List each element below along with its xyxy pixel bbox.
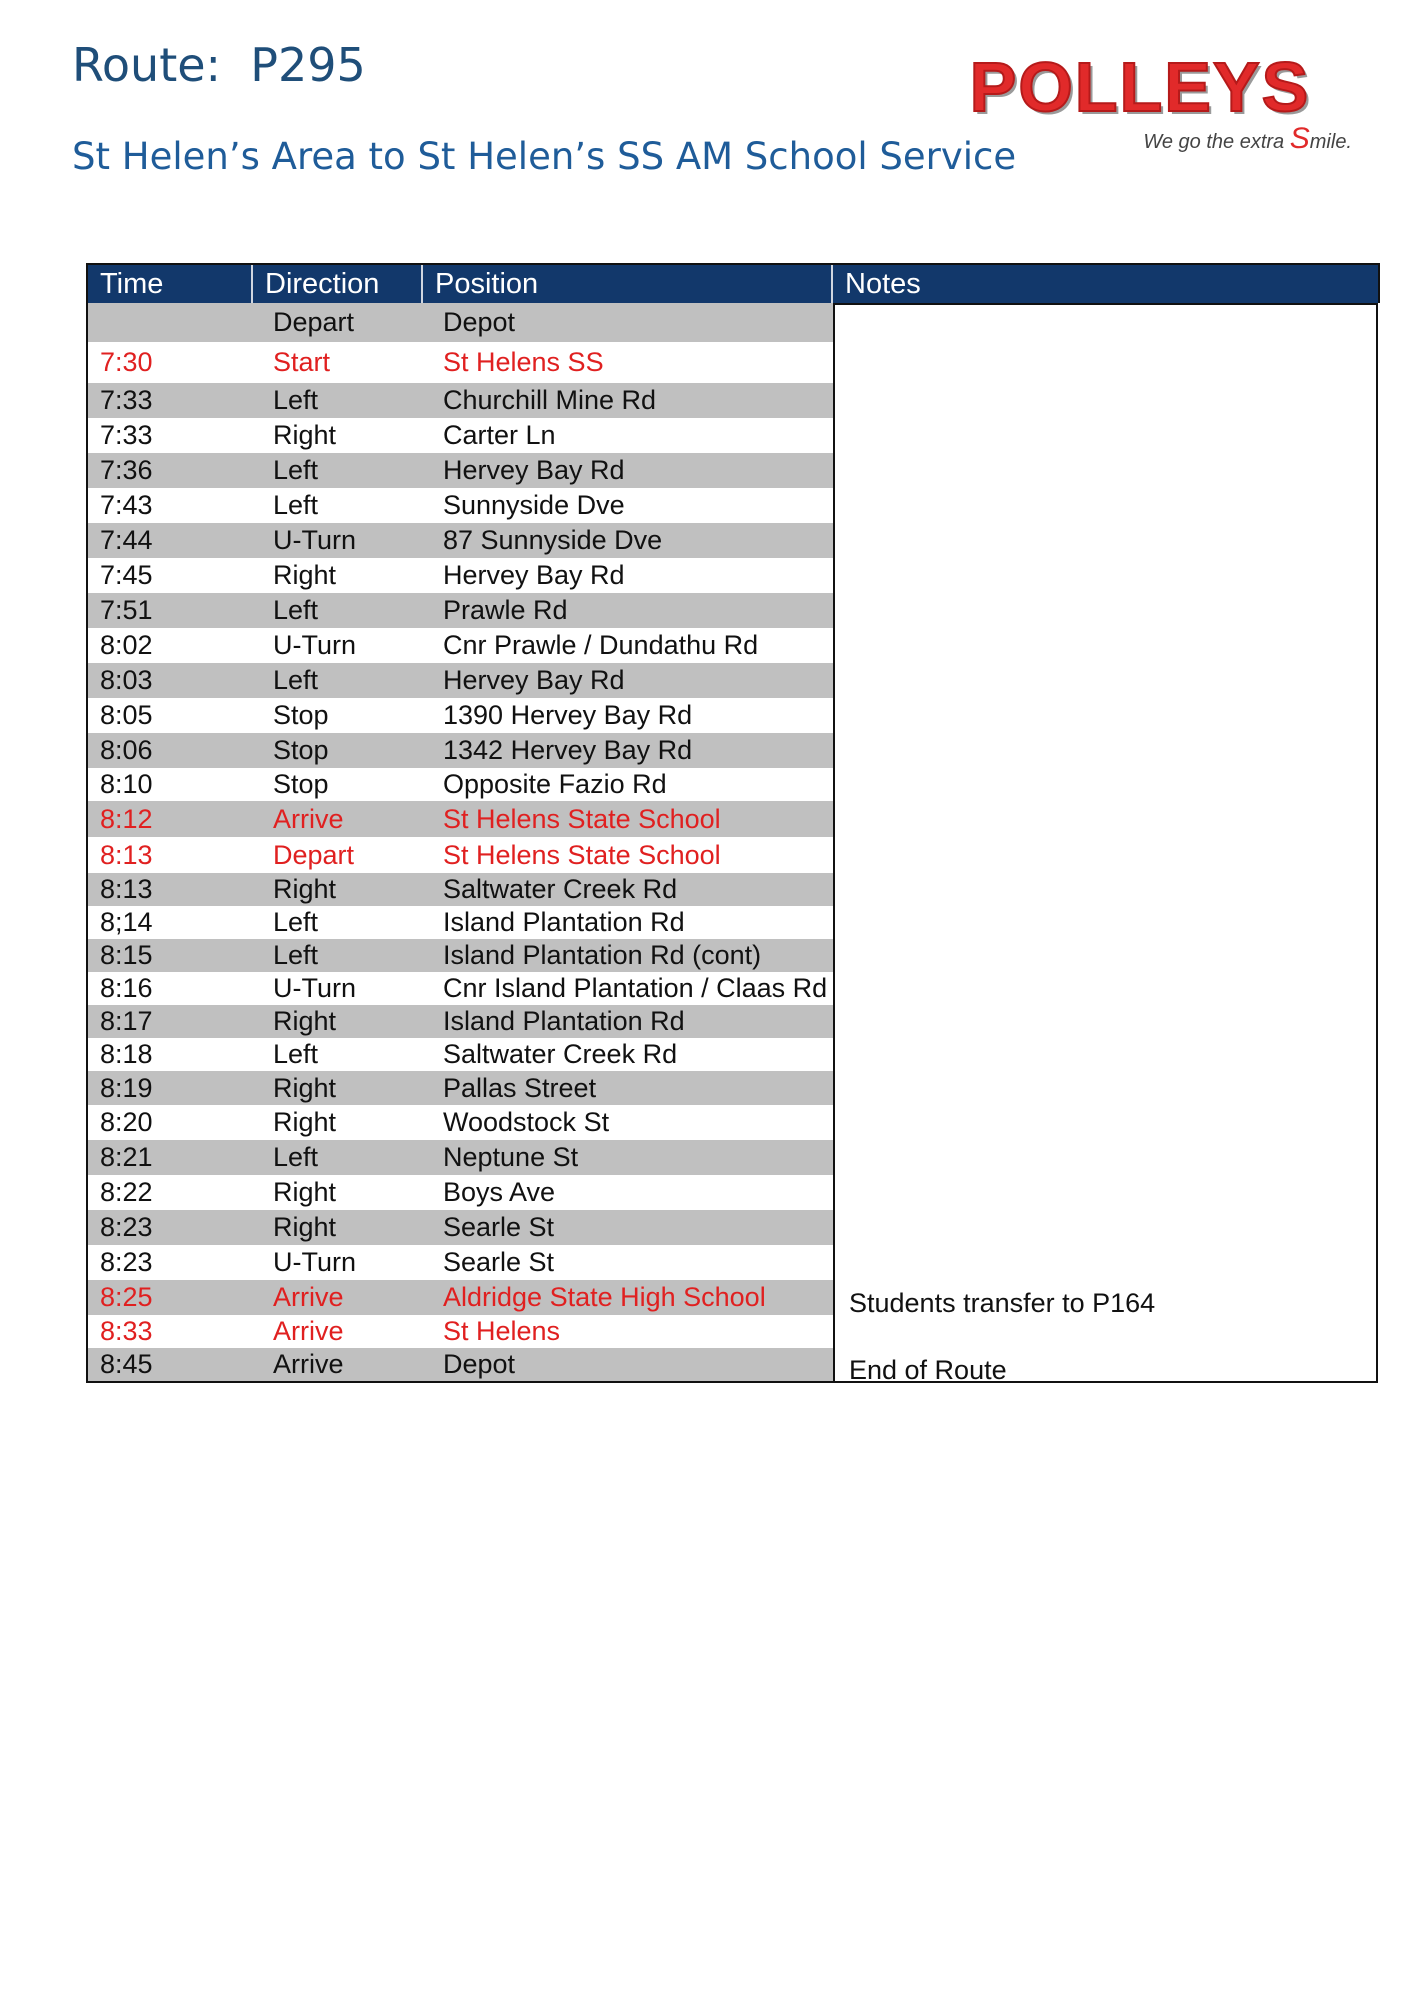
cell-time: 8:05 <box>100 700 153 730</box>
table-row <box>88 873 833 906</box>
cell-position: Searle St <box>443 1247 555 1277</box>
cell-time: 7:36 <box>100 455 153 485</box>
cell-direction: Arrive <box>273 1349 344 1379</box>
cell-position: St Helens <box>443 1316 561 1346</box>
column-header-notes: Notes <box>845 268 921 300</box>
cell-position: Boys Ave <box>443 1177 556 1207</box>
polleys-logo <box>910 48 1380 155</box>
cell-direction: Depart <box>273 307 355 337</box>
route-timetable <box>86 263 1380 1383</box>
table-row <box>88 453 833 488</box>
table-body <box>86 303 1380 1383</box>
cell-position: St Helens SS <box>443 347 604 377</box>
table-row <box>88 558 833 593</box>
cell-direction: U-Turn <box>273 973 357 1003</box>
cell-direction: Right <box>273 1177 337 1207</box>
table-row <box>88 801 833 837</box>
cell-time: 7:44 <box>100 525 153 555</box>
cell-time: 8:06 <box>100 735 153 765</box>
table-row <box>88 837 833 873</box>
table-row <box>88 906 833 939</box>
column-header-position: Position <box>423 265 833 303</box>
cell-time: 8:03 <box>100 665 153 695</box>
cell-direction: Left <box>273 455 319 485</box>
cell-position: Saltwater Creek Rd <box>443 874 678 904</box>
cell-position: St Helens State School <box>443 804 721 834</box>
cell-time: 8:17 <box>100 1006 153 1036</box>
cell-time: 8:10 <box>100 769 153 799</box>
cell-position: Sunnyside Dve <box>443 490 625 520</box>
cell-time: 8:02 <box>100 630 153 660</box>
table-row <box>88 1210 833 1245</box>
cell-time: 8:19 <box>100 1073 153 1103</box>
cell-direction: Right <box>273 1107 337 1137</box>
cell-direction: Right <box>273 1212 337 1242</box>
cell-time: 8:13 <box>100 874 153 904</box>
table-row <box>88 698 833 733</box>
cell-position: Opposite Fazio Rd <box>443 769 667 799</box>
cell-time <box>88 303 253 342</box>
cell-position: Cnr Island Plantation / Claas Rd <box>443 973 828 1003</box>
column-header-time: Time <box>88 265 253 303</box>
table-row <box>88 523 833 558</box>
cell-position: Cnr Prawle / Dundathu Rd <box>443 630 759 660</box>
cell-direction: Depart <box>273 840 355 870</box>
table-row <box>88 1245 833 1280</box>
cell-position: Hervey Bay Rd <box>443 560 625 590</box>
cell-position: 87 Sunnyside Dve <box>443 525 663 555</box>
cell-position: Aldridge State High School <box>443 1282 766 1312</box>
table-row <box>88 1005 833 1038</box>
cell-position: Hervey Bay Rd <box>443 665 625 695</box>
cell-time: 8:33 <box>100 1316 153 1346</box>
table-row <box>88 303 833 342</box>
cell-time: 7:33 <box>100 385 153 415</box>
cell-direction: Stop <box>273 769 329 799</box>
table-row <box>88 593 833 628</box>
cell-position: Prawle Rd <box>443 595 568 625</box>
cell-direction: Left <box>273 490 319 520</box>
cell-time: 7:43 <box>100 490 153 520</box>
table-row <box>88 1071 833 1105</box>
cell-direction: Left <box>273 665 319 695</box>
cell-direction: U-Turn <box>273 1247 357 1277</box>
cell-direction: Left <box>273 907 319 937</box>
cell-direction: Left <box>273 385 319 415</box>
cell-time: 7:33 <box>100 420 153 450</box>
logo-tagline <box>1143 122 1352 156</box>
cell-time: 8:45 <box>100 1349 153 1379</box>
cell-time: 8:18 <box>100 1039 153 1069</box>
cell-position: Island Plantation Rd <box>443 1006 685 1036</box>
cell-position: Neptune St <box>443 1142 579 1172</box>
cell-position: 1390 Hervey Bay Rd <box>443 700 693 730</box>
cell-direction: Right <box>273 1073 337 1103</box>
cell-direction: Left <box>273 1039 319 1069</box>
cell-position: Churchill Mine Rd <box>443 385 657 415</box>
table-row <box>88 733 833 768</box>
table-row <box>88 1038 833 1071</box>
route-title: Route: P295 <box>72 38 366 92</box>
table-header <box>86 263 1380 303</box>
cell-direction: Right <box>273 874 337 904</box>
cell-position: Island Plantation Rd <box>443 907 685 937</box>
cell-time: 8:21 <box>100 1142 153 1172</box>
table-row <box>88 663 833 698</box>
tagline-s: S <box>1289 122 1310 155</box>
cell-position: Carter Ln <box>443 420 556 450</box>
table-row <box>88 383 833 418</box>
page-subtitle: St Helen’s Area to St Helen’s SS AM School Service <box>72 135 1017 178</box>
note-text: End of Route <box>849 1355 1007 1385</box>
cell-position: Searle St <box>443 1212 555 1242</box>
cell-direction: Right <box>273 1006 337 1036</box>
cell-position: Woodstock St <box>443 1107 610 1137</box>
cell-time: 8;14 <box>100 907 153 937</box>
cell-time: 8:15 <box>100 940 153 970</box>
cell-time: 8:20 <box>100 1107 153 1137</box>
cell-direction: Arrive <box>273 1282 344 1312</box>
timetable-rows <box>86 303 833 1383</box>
table-row <box>88 1175 833 1210</box>
cell-position: Depot <box>443 307 516 337</box>
table-row <box>88 972 833 1005</box>
cell-direction: Left <box>273 1142 319 1172</box>
notes-column <box>833 303 1378 1383</box>
cell-direction: Arrive <box>273 1316 344 1346</box>
table-row <box>88 488 833 523</box>
cell-direction: Arrive <box>273 804 344 834</box>
table-row <box>88 939 833 972</box>
cell-position: Pallas Street <box>443 1073 597 1103</box>
cell-time: 8:23 <box>100 1247 153 1277</box>
cell-time: 8:23 <box>100 1212 153 1242</box>
cell-time: 8:13 <box>100 840 153 870</box>
table-row <box>88 628 833 663</box>
table-row <box>88 342 833 383</box>
cell-time: 7:30 <box>100 347 153 377</box>
cell-direction: Right <box>273 560 337 590</box>
cell-position: Island Plantation Rd (cont) <box>443 940 762 970</box>
tagline-after: mile. <box>1309 131 1352 153</box>
cell-direction: Left <box>273 940 319 970</box>
table-row <box>88 1280 833 1315</box>
cell-position: Hervey Bay Rd <box>443 455 625 485</box>
logo-wordmark: POLLEYS <box>969 48 1311 126</box>
table-row <box>88 1105 833 1140</box>
cell-direction: Right <box>273 420 337 450</box>
cell-position: Saltwater Creek Rd <box>443 1039 678 1069</box>
table-row <box>88 1315 833 1348</box>
tagline-before: We go the extra <box>1143 131 1290 153</box>
cell-time: 7:45 <box>100 560 153 590</box>
cell-direction: Stop <box>273 735 329 765</box>
cell-direction: U-Turn <box>273 630 357 660</box>
cell-direction: Left <box>273 595 319 625</box>
table-row <box>88 1348 833 1381</box>
cell-direction: U-Turn <box>273 525 357 555</box>
cell-direction: Stop <box>273 700 329 730</box>
table-row <box>88 1140 833 1175</box>
note-text: Students transfer to P164 <box>849 1288 1156 1318</box>
table-row <box>88 418 833 453</box>
cell-position: 1342 Hervey Bay Rd <box>443 735 693 765</box>
column-header-direction: Direction <box>253 265 423 303</box>
cell-position: Depot <box>443 1349 516 1379</box>
cell-time: 8:16 <box>100 973 153 1003</box>
cell-direction: Start <box>273 347 331 377</box>
cell-position: St Helens State School <box>443 840 721 870</box>
cell-time: 7:51 <box>100 595 153 625</box>
cell-time: 8:22 <box>100 1177 153 1207</box>
cell-time: 8:12 <box>100 804 153 834</box>
table-row <box>88 768 833 801</box>
cell-time: 8:25 <box>100 1282 153 1312</box>
